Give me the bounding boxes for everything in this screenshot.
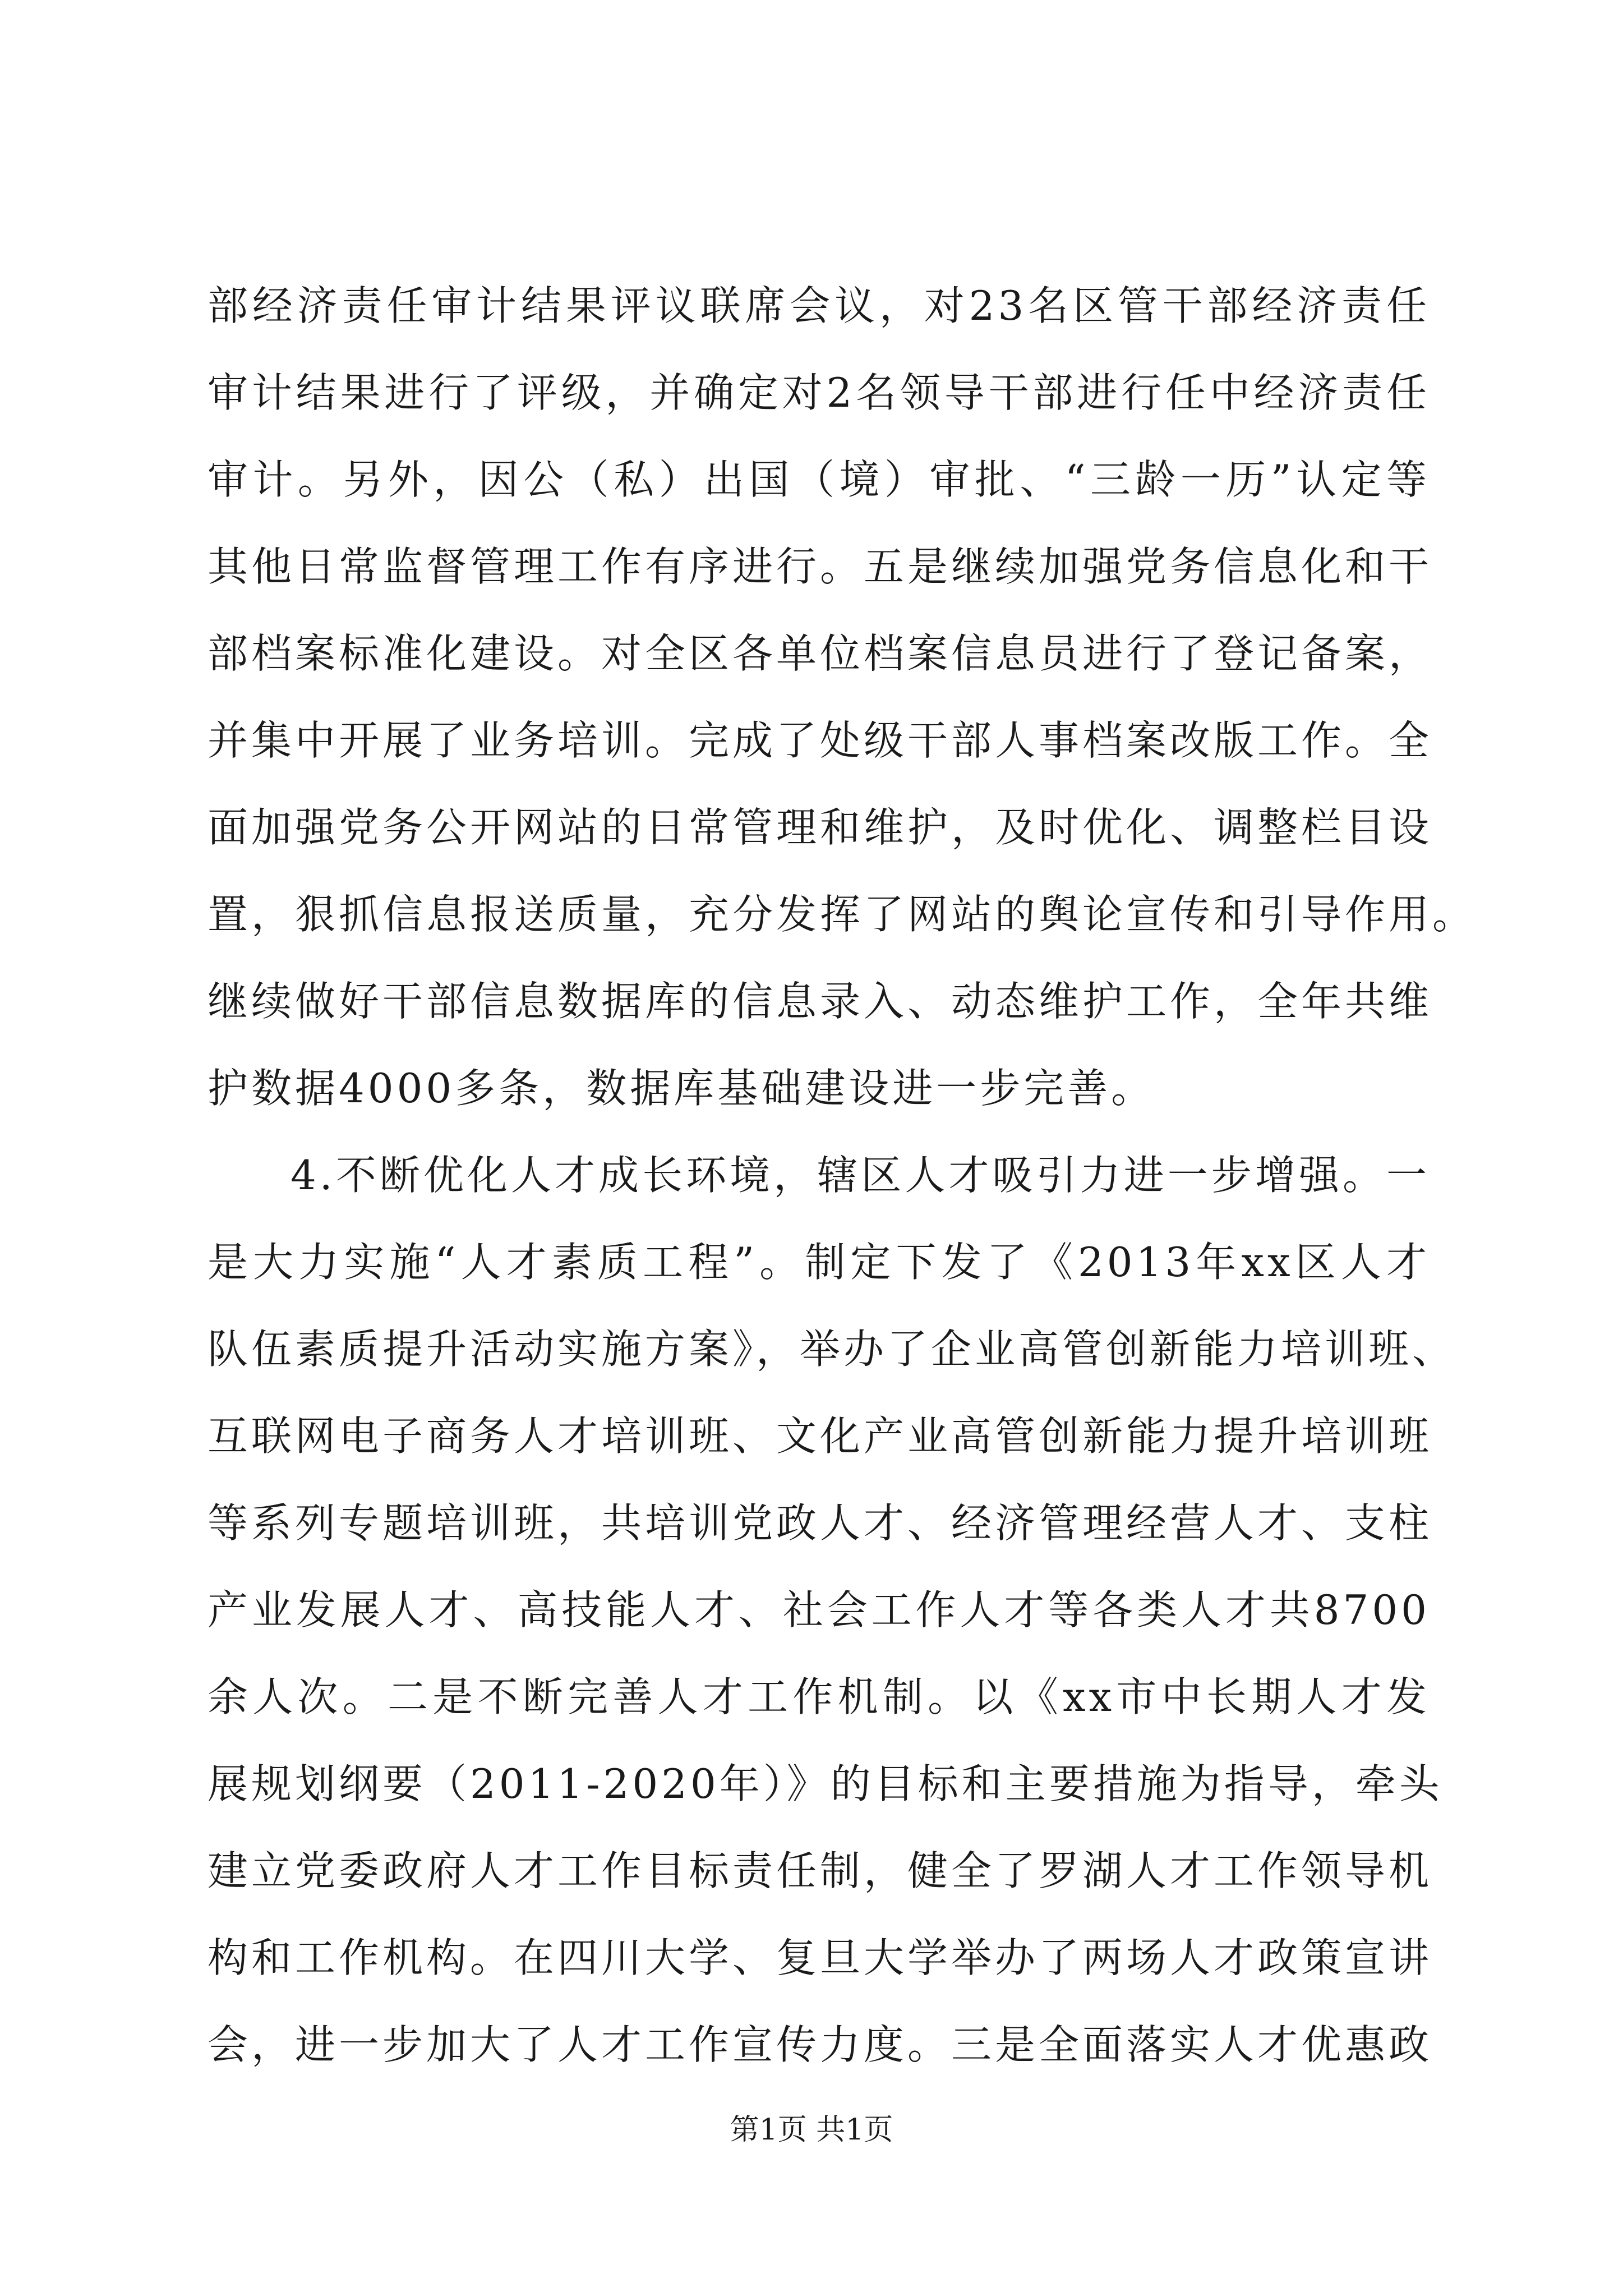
text-line: 继续做好干部信息数据库的信息录入、动态维护工作，全年共维 xyxy=(208,978,1433,1025)
page-number: 第1页 共1页 xyxy=(730,2113,893,2147)
paragraph-first-line: 4.不断优化人才成长环境，辖区人才吸引力进一步增强。一 xyxy=(291,1152,1430,1199)
text-line: 余人次。二是不断完善人才工作机制。以《xx市中长期人才发 xyxy=(208,1673,1430,1720)
text-line: 互联网电子商务人才培训班、文化产业高管创新能力提升培训班 xyxy=(208,1412,1433,1460)
document-body xyxy=(208,263,1477,2088)
text-line: 会，进一步加大了人才工作宣传力度。三是全面落实人才优惠政 xyxy=(208,2021,1433,2068)
text-line: 构和工作机构。在四川大学、复旦大学举办了两场人才政策宣讲 xyxy=(208,1934,1433,1981)
text-line: 等系列专题培训班，共培训党政人才、经济管理经营人才、支柱 xyxy=(208,1499,1433,1547)
text-line: 产业发展人才、高技能人才、社会工作人才等各类人才共8700 xyxy=(208,1586,1430,1634)
text-line: 是大力实施“人才素质工程”。制定下发了《2013年xx区人才 xyxy=(208,1239,1430,1286)
text-line: 其他日常监督管理工作有序进行。五是继续加强党务信息化和干 xyxy=(208,543,1433,590)
text-line: 部经济责任审计结果评议联席会议，对23名区管干部经济责任 xyxy=(208,282,1430,329)
text-line: 并集中开展了业务培训。完成了处级干部人事档案改版工作。全 xyxy=(208,717,1433,764)
text-line: 面加强党务公开网站的日常管理和维护，及时优化、调整栏目设 xyxy=(208,804,1433,851)
text-line: 护数据4000多条，数据库基础建设进一步完善。 xyxy=(208,1065,1155,1112)
text-line: 审计结果进行了评级，并确定对2名领导干部进行任中经济责任 xyxy=(208,369,1430,416)
text-line: 部档案标准化建设。对全区各单位档案信息员进行了登记备案， xyxy=(208,630,1433,677)
text-line: 审计。另外，因公（私）出国（境）审批、“三龄一历”认定等 xyxy=(208,456,1430,503)
text-line: 展规划纲要（2011-2020年）》的目标和主要措施为指导，牵头 xyxy=(208,1760,1443,1807)
page-footer xyxy=(0,2110,1623,2150)
text-line: 置，狠抓信息报送质量，充分发挥了网站的舆论宣传和引导作用。 xyxy=(208,891,1477,938)
text-line: 建立党委政府人才工作目标责任制，健全了罗湖人才工作领导机 xyxy=(208,1847,1433,1894)
text-line: 队伍素质提升活动实施方案》，举办了企业高管创新能力培训班、 xyxy=(208,1326,1456,1373)
